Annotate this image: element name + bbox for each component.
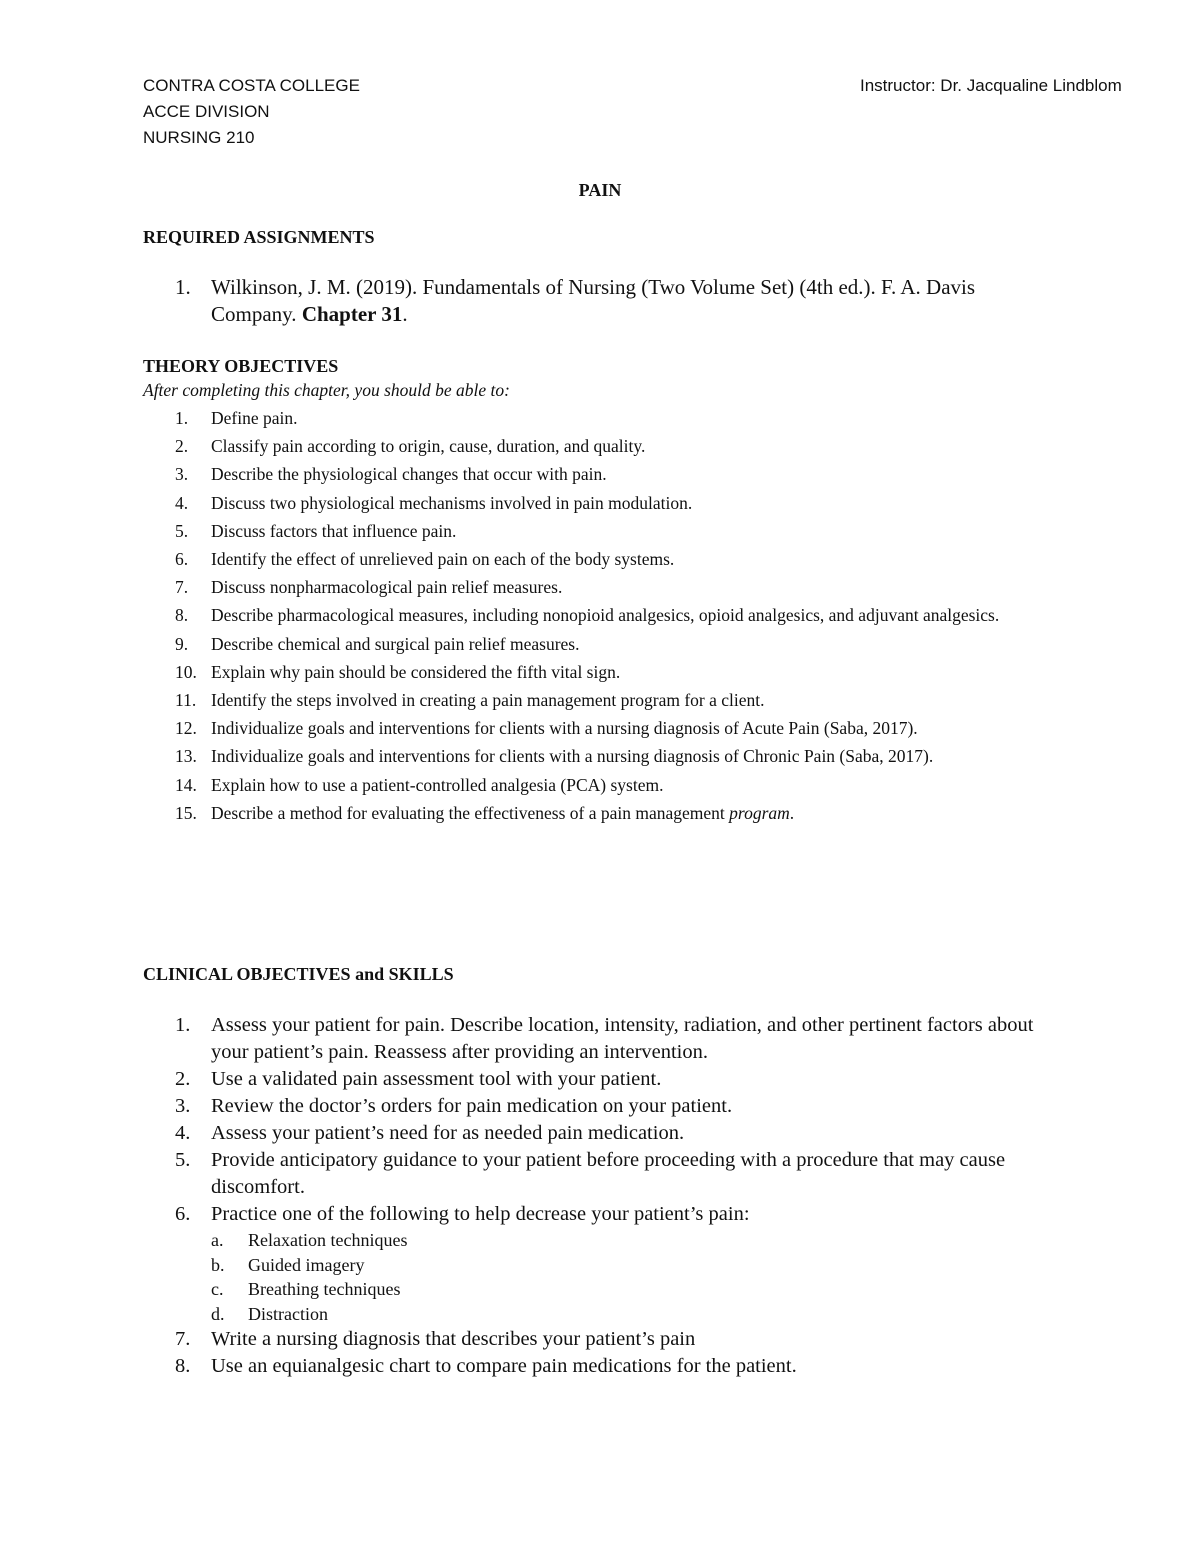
item-number: 7. [175,1328,191,1350]
sublist-item [211,1302,1063,1327]
list-item [143,1326,1063,1353]
list-item [143,460,1063,488]
sublist-item [211,1253,1063,1278]
item-number: 13. [175,746,197,767]
item-letter: b. [211,1254,225,1275]
item-text: Describe a method for evaluating the effectiveness of a pain management [211,802,730,823]
item-text: Explain why pain should be considered the fifth vital sign. [211,661,621,682]
item-number: 1. [175,408,189,428]
item-number: 4. [175,1122,191,1144]
instructor-name: Instructor: Dr. Jacqualine Lindblom [860,76,1122,95]
item-number: 2. [175,436,189,457]
item-number: 5. [175,520,189,541]
list-item [143,1093,1063,1120]
item-text: Describe pharmacological measures, including nonopioid analgesics, opioid analgesics, and adjuvant analgesics. [211,605,1000,626]
sublist-item [211,1228,1063,1253]
item-text: Individualize goals and interventions for clients with a nursing diagnosis of Chronic Pain (Saba, 2017). [211,746,934,767]
list-item [143,573,1063,601]
item-text: Describe chemical and surgical pain relief measures. [211,633,580,654]
item-text: Individualize goals and interventions for clients with a nursing diagnosis of Acute Pain (Saba, 2017). [211,718,918,739]
list-item [143,714,1063,742]
list-item [143,489,1063,517]
item-number: 1. [175,1014,191,1036]
item-number: 11. [175,690,197,711]
course-name: NURSING 210 [143,128,255,147]
list-item [143,1147,1063,1201]
list-item [143,404,1063,432]
item-number: 8. [175,605,189,626]
item-text: Breathing techniques [248,1279,401,1299]
list-item [143,799,1063,827]
list-item [143,545,1063,573]
item-number: 3. [175,1095,191,1117]
item-number: 4. [175,492,189,513]
item-number: 10. [175,661,197,682]
item-text: Use a validated pain assessment tool with your patient. [211,1068,662,1090]
theory-intro: After completing this chapter, you should be able to: [143,380,510,400]
sublist-item [211,1277,1063,1302]
theory-objectives-heading: THEORY OBJECTIVES [143,356,339,376]
item-number: 15. [175,802,197,823]
list-item [143,1201,1063,1326]
list-item [143,517,1063,545]
item-text: Relaxation techniques [248,1230,408,1250]
list-item [143,742,1063,770]
item-number: 9. [175,633,189,654]
list-item [143,1353,1063,1380]
item-text: Define pain. [211,408,298,428]
item-text: Describe the physiological changes that occur with pain. [211,464,607,485]
list-item [143,274,1063,328]
item-number: 6. [175,549,189,570]
technique-sublist [211,1228,1063,1326]
item-text: Identify the effect of unrelieved pain on each of the body systems. [211,549,675,570]
item-text: Wilkinson, J. M. (2019). Fundamentals of Nursing (Two Volume Set) (4th ed.). F. A. Davis Company. [211,275,976,326]
division-name: ACCE DIVISION [143,102,270,121]
item-number: 1. [175,275,191,299]
item-text: Distraction [248,1303,328,1324]
item-text: Write a nursing diagnosis that describes your patient’s pain [211,1328,696,1350]
list-item [143,601,1063,629]
list-item [143,658,1063,686]
item-letter: d. [211,1303,225,1324]
clinical-objectives-list [143,1012,1063,1380]
item-number: 6. [175,1203,191,1225]
item-number: 2. [175,1068,191,1090]
item-text: Practice one of the following to help decrease your patient’s pain: [211,1203,750,1225]
college-name: CONTRA COSTA COLLEGE [143,76,360,95]
list-item [143,771,1063,799]
item-text: Classify pain according to origin, cause, duration, and quality. [211,436,646,457]
chapter-reference: Chapter 31 [301,302,403,326]
item-number: 14. [175,774,197,795]
list-item [143,1012,1063,1066]
list-item [143,432,1063,460]
item-text: Discuss two physiological mechanisms involved in pain modulation. [211,492,693,513]
list-item [143,630,1063,658]
item-text: Discuss nonpharmacological pain relief measures. [211,577,563,598]
item-letter: c. [211,1279,224,1299]
item-letter: a. [211,1230,224,1250]
item-text: Provide anticipatory guidance to your patient before proceeding with a procedure that may cause discomfort. [211,1149,1006,1198]
page-title: PAIN [578,180,622,200]
list-item [143,1066,1063,1093]
required-assignments-list [143,274,1063,328]
clinical-objectives-heading: CLINICAL OBJECTIVES and SKILLS [143,964,454,984]
item-text-emphasis: program [729,802,790,823]
item-text-end: . [789,802,795,823]
item-text: Use an equianalgesic chart to compare pain medications for the patient. [211,1355,797,1377]
required-assignments-heading: REQUIRED ASSIGNMENTS [143,227,375,247]
item-text: Review the doctor’s orders for pain medication on your patient. [211,1095,733,1117]
item-text: Assess your patient’s need for as needed pain medication. [211,1122,685,1144]
item-text: Identify the steps involved in creating a pain management program for a client. [211,690,765,711]
item-number: 12. [175,718,197,739]
item-number: 5. [175,1149,191,1171]
item-number: 3. [175,464,189,485]
item-number: 7. [175,577,189,598]
item-text-end: . [402,302,408,326]
item-text: Explain how to use a patient-controlled analgesia (PCA) system. [211,774,664,795]
item-number: 8. [175,1355,191,1377]
list-item [143,686,1063,714]
list-item [143,1120,1063,1147]
item-text: Assess your patient for pain. Describe location, intensity, radiation, and other pertinent factors about your patient’s pain. Reassess after providing an intervention. [211,1014,1034,1063]
item-text: Guided imagery [248,1254,365,1275]
item-text: Discuss factors that influence pain. [211,520,457,541]
theory-objectives-list [143,404,1063,827]
